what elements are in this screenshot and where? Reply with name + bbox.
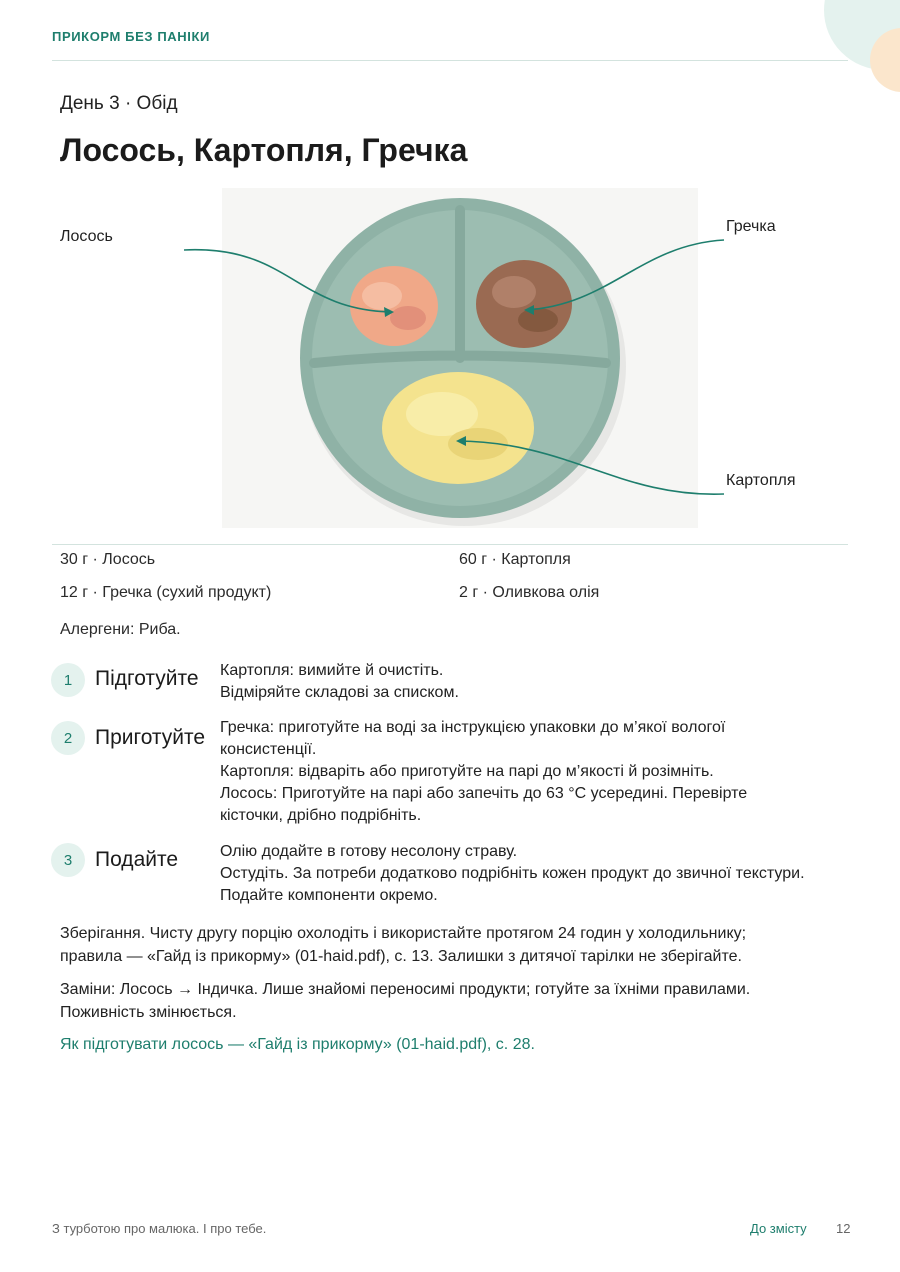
- step-title: Приготуйте: [95, 726, 206, 749]
- callout-arrow-salmon: [384, 307, 394, 317]
- step-line: Лосось: Приготуйте на парі або запечіть до 63 °C усередині. Перевірте: [220, 785, 748, 802]
- ingredient-item: 30 г · Лосось: [60, 551, 156, 568]
- callout-label-potato: Картопля: [726, 472, 796, 489]
- callout-line-salmon: [184, 250, 392, 312]
- callout-label-salmon: Лосось: [60, 228, 113, 245]
- ingredient-item: 60 г · Картопля: [459, 551, 571, 568]
- day-meal-label: День 3 · Обід: [60, 93, 178, 114]
- callout-lines: [0, 0, 900, 544]
- step-line: Олію додайте в готову несолону страву.: [220, 843, 518, 860]
- callout-arrow-potato: [456, 436, 466, 446]
- step-instructions: [220, 717, 840, 827]
- step-title: Підготуйте: [95, 667, 199, 690]
- step-line: Картопля: вимийте й очистіть.: [220, 662, 444, 679]
- step-line: Остудіть. За потреби додатково подрібніть кожен продукт до звичної текстури.: [220, 865, 805, 882]
- recipe-title: Лосось, Картопля, Гречка: [60, 132, 468, 168]
- ingredient-item: 2 г · Оливкова олія: [459, 584, 600, 601]
- substitutions-note: [60, 978, 840, 1024]
- page-number: 12: [836, 1221, 851, 1236]
- storage-note: [60, 922, 840, 968]
- step-line: Відміряйте складові за списком.: [220, 684, 459, 701]
- step-instructions: [220, 841, 840, 907]
- step-number-badge: 1: [51, 663, 85, 697]
- step-instructions: [220, 660, 840, 704]
- footer-tagline: З турботою про малюка. І про тебе.: [52, 1221, 267, 1236]
- storage-line: правила — «Гайд із прикорму» (01-haid.pdf), с. 13. Залишки з дитячої тарілки не зберігайте.: [60, 948, 742, 965]
- brand-title: ПРИКОРМ БЕЗ ПАНІКИ: [52, 29, 210, 44]
- allergens-note: Алергени: Риба.: [60, 621, 181, 638]
- step-number-badge: 2: [51, 721, 85, 755]
- guide-reference-link[interactable]: Як підготувати лосось — «Гайд із прикорму» (01-haid.pdf), с. 28.: [60, 1036, 535, 1053]
- callout-line-buckwheat: [526, 240, 724, 310]
- storage-line: Зберігання. Чисту другу порцію охолодіть і використайте протягом 24 годин у холодильнику;: [60, 925, 747, 942]
- ingredient-item: 12 г · Гречка (сухий продукт): [60, 584, 272, 601]
- step-line: Подайте компоненти окремо.: [220, 887, 438, 904]
- table-of-contents-link[interactable]: До змісту: [750, 1221, 807, 1236]
- substitutions-line: Заміни: Лосось → Індичка. Лише знайомі переносимі продукти; готуйте за їхніми правилами.: [60, 981, 751, 998]
- ingredients-divider: [52, 544, 848, 545]
- step-line: Картопля: відваріть або приготуйте на парі до м’якості й розімніть.: [220, 763, 714, 780]
- step-title: Подайте: [95, 848, 179, 871]
- step-line: Гречка: приготуйте на воді за інструкцією упаковки до м’якої вологої: [220, 719, 726, 736]
- callout-line-potato: [458, 441, 724, 494]
- substitutions-line: Поживність змінюється.: [60, 1004, 237, 1021]
- callout-label-buckwheat: Гречка: [726, 218, 776, 235]
- callout-arrow-buckwheat: [524, 305, 534, 315]
- step-number-badge: 3: [51, 843, 85, 877]
- step-line: консистенції.: [220, 741, 317, 758]
- step-line: кісточки, дрібно подрібніть.: [220, 807, 422, 824]
